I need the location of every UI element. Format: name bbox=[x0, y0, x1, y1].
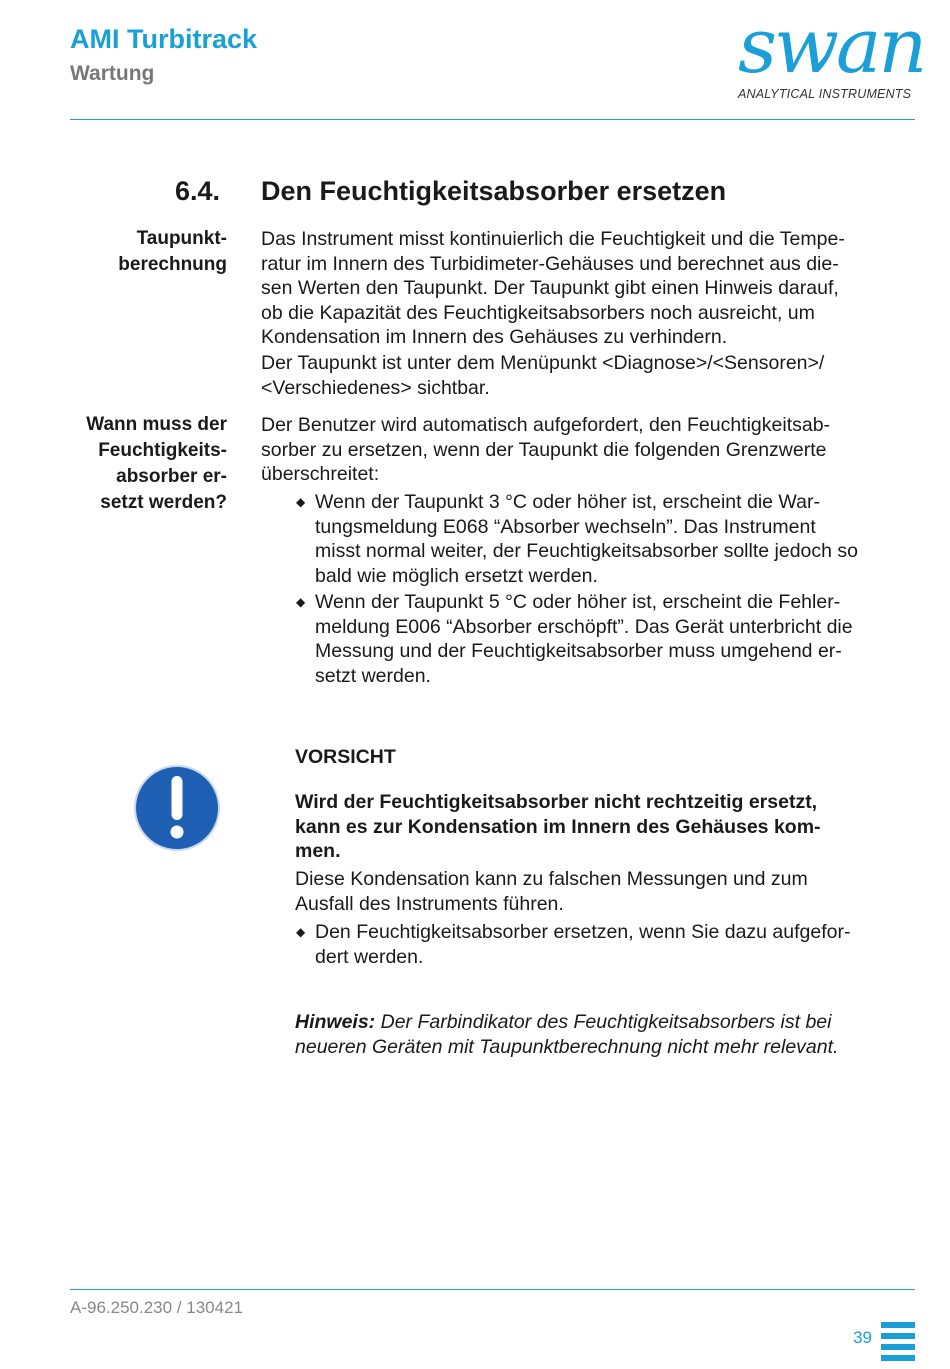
bullet-diamond-icon: ◆ bbox=[296, 595, 306, 609]
text-line: Wenn der Taupunkt 3 °C oder höher ist, erscheint die War- bbox=[315, 491, 820, 513]
section-number: 6.4. bbox=[174, 176, 220, 206]
text-line: meldung E006 “Absorber erschöpft”. Das Gerät unterbricht die bbox=[315, 615, 853, 638]
note-label: Hinweis: bbox=[295, 1011, 376, 1033]
side-label-line: Wann muss der bbox=[86, 414, 227, 435]
bullet-item-e068 bbox=[315, 490, 858, 588]
side-label-line: Taupunkt- bbox=[136, 228, 227, 249]
text-line: misst normal weiter, der Feuchtigkeitsabsorber sollte jedoch so bbox=[315, 540, 858, 562]
bullet-diamond-icon: ◆ bbox=[296, 495, 306, 509]
text-line: Wird der Feuchtigkeitsabsorber nicht rechtzeitig ersetzt, bbox=[295, 791, 818, 813]
logo-subtext: ANALYTICAL INSTRUMENTS bbox=[738, 87, 912, 101]
text-line: sen Werten den Taupunkt. Der Taupunkt gibt einen Hinweis darauf, bbox=[261, 277, 839, 299]
side-label-taupunkt bbox=[40, 226, 227, 278]
bullet-item-e006 bbox=[315, 590, 853, 688]
text-line: setzt werden. bbox=[315, 664, 431, 687]
text-line: Messung und der Feuchtigkeitsabsorber muss umgehend er- bbox=[315, 640, 842, 662]
document-code: A-96.250.230 / 130421 bbox=[70, 1298, 243, 1317]
side-label-line: absorber er- bbox=[116, 466, 227, 487]
caution-bold-text bbox=[295, 790, 821, 864]
note-line: neueren Geräten mit Taupunktberechnung nicht mehr relevant. bbox=[295, 1035, 839, 1058]
section-title: Den Feuchtigkeitsabsorber ersetzen bbox=[261, 176, 727, 206]
text-line: Das Instrument misst kontinuierlich die Feuchtigkeit und die Tempe- bbox=[261, 228, 845, 250]
text-line: ratur im Innern des Turbidimeter-Gehäuses und berechnet aus die- bbox=[261, 252, 839, 275]
caution-text bbox=[295, 867, 808, 916]
note-line bbox=[295, 1010, 838, 1035]
note-paragraph bbox=[295, 1010, 838, 1059]
note-text: Der Farbindikator des Feuchtigkeitsabsorbers ist bei bbox=[380, 1011, 832, 1033]
text-line: bald wie möglich ersetzt werden. bbox=[315, 564, 598, 587]
text-line: sorber zu ersetzen, wenn der Taupunkt die folgenden Grenzwerte bbox=[261, 438, 827, 461]
text-line: tungsmeldung E068 “Absorber wechseln”. Das Instrument bbox=[315, 515, 816, 538]
page-number: 39 bbox=[853, 1328, 872, 1347]
chapter-subtitle: Wartung bbox=[70, 62, 155, 85]
paragraph-menu-path bbox=[261, 351, 921, 400]
text-line: <Verschiedenes> sichtbar. bbox=[261, 376, 490, 399]
text-line: überschreitet: bbox=[261, 463, 380, 485]
text-line: Der Taupunkt ist unter dem Menüpunkt <Diagnose>/<Sensoren>/ bbox=[261, 352, 825, 374]
text-line: ob die Kapazität des Feuchtigkeitsabsorbers noch ausreicht, um bbox=[261, 301, 815, 324]
text-line: Kondensation im Innern des Gehäuses zu verhindern. bbox=[261, 326, 728, 348]
side-label-when-replace bbox=[40, 412, 227, 516]
text-line: Ausfall des Instruments führen. bbox=[295, 892, 564, 915]
document-title: AMI Turbitrack bbox=[70, 24, 258, 54]
caution-heading: VORSICHT bbox=[295, 746, 396, 768]
text-line: Wenn der Taupunkt 5 °C oder höher ist, erscheint die Fehler- bbox=[315, 591, 841, 613]
text-line: men. bbox=[295, 840, 341, 862]
header-rule bbox=[70, 119, 915, 120]
side-label-line: setzt werden? bbox=[100, 492, 227, 513]
footer-rule bbox=[70, 1289, 915, 1290]
text-line: Der Benutzer wird automatisch aufgefordert, den Feuchtigkeitsab- bbox=[261, 414, 831, 436]
text-line: kann es zur Kondensation im Innern des Gehäuses kom- bbox=[295, 815, 821, 838]
side-label-line: berechnung bbox=[118, 254, 227, 275]
swan-logo: swan bbox=[738, 1, 925, 90]
text-line: dert werden. bbox=[315, 945, 424, 968]
text-line: Diese Kondensation kann zu falschen Messungen und zum bbox=[295, 868, 808, 890]
text-line: Den Feuchtigkeitsabsorber ersetzen, wenn Sie dazu aufgefor- bbox=[315, 921, 851, 943]
bullet-diamond-icon: ◆ bbox=[296, 925, 306, 939]
caution-bullet-item bbox=[315, 920, 850, 969]
side-label-line: Feuchtigkeits- bbox=[98, 440, 227, 461]
warning-exclamation-icon bbox=[133, 764, 221, 852]
paragraph-intro bbox=[261, 413, 921, 487]
paragraph-dewpoint bbox=[261, 227, 921, 350]
page-marker-bars-icon bbox=[881, 1322, 915, 1362]
